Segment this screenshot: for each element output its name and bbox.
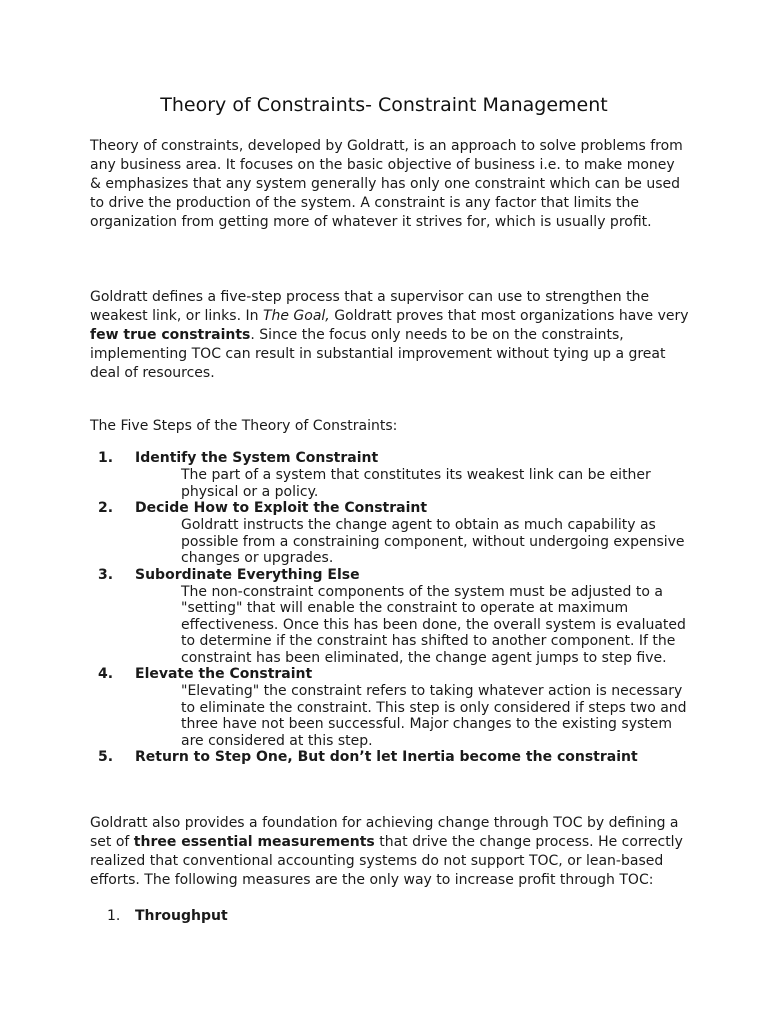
step-number: 4. <box>98 666 114 682</box>
step-header <box>90 749 690 766</box>
measure-label: Throughput <box>135 908 228 924</box>
process-text-part2: Goldratt proves that most organizations have very <box>329 308 689 324</box>
step-title: Subordinate Everything Else <box>135 566 360 583</box>
step-description: The non-constraint components of the system must be adjusted to a "setting" that will enable the constraint to operate at maximum effectiveness. Once this has been done, the overall system is evaluated to determine if the constraint has shifted to another component. If the constraint has been eliminated, the change agent jumps to step five. <box>181 583 686 666</box>
step-title: Decide How to Exploit the Constraint <box>135 500 428 516</box>
book-title-italic: The Goal, <box>262 308 330 324</box>
step-number: 3. <box>98 566 114 583</box>
process-paragraph <box>90 288 690 383</box>
step-title: Elevate the Constraint <box>135 666 313 682</box>
measurement-text-part1: Goldratt also provides a foundation for achieving change through TOC by defining a set of <box>90 815 679 850</box>
measure-number: 1. <box>107 908 121 924</box>
step-number: 1. <box>98 450 114 466</box>
step-header <box>90 666 690 683</box>
measure-item <box>90 907 690 926</box>
measurement-text-part2: that drive the change process. He correctly realized that conventional accounting systems do not support TOC, or lean-based efforts. The following measures are the only way to increase profit through TOC: <box>90 834 683 888</box>
step-description: "Elevating" the constraint refers to taking whatever action is necessary to eliminate the constraint. This step is only considered if steps two and three have not been successful. Major changes to the existing system are considered at this step. <box>181 683 687 749</box>
process-text-part1: Goldratt defines a five-step process that a supervisor can use to strengthen the weakest link, or links. In <box>90 289 650 324</box>
step-title: Identify the System Constraint <box>135 450 379 466</box>
document-title: Theory of Constraints- Constraint Management <box>160 94 608 116</box>
steps-heading: The Five Steps of the Theory of Constraints: <box>90 418 398 434</box>
step-item <box>90 567 690 667</box>
measurement-paragraph <box>90 814 690 890</box>
step-item <box>90 500 690 567</box>
step-header <box>90 567 690 584</box>
process-text-part3: . Since the focus only needs to be on the constraints, implementing TOC can result in substantial improvement without tying up a great deal of resources. <box>90 327 666 381</box>
step-item <box>90 666 690 749</box>
step-header <box>90 500 690 517</box>
few-true-constraints-bold: few true constraints <box>90 327 251 343</box>
step-description: Goldratt instructs the change agent to obtain as much capability as possible from a constraining component, without undergoing expensive changes or upgrades. <box>181 517 685 566</box>
step-item <box>90 749 690 766</box>
intro-paragraph: Theory of constraints, developed by Goldratt, is an approach to solve problems from any business area. It focuses on the basic objective of business i.e. to make money & emphasizes that any system generally has only one constraint which can be used to drive the production of the system. A constraint is any factor that limits the organization from getting more of whatever it strives for, which is usually profit. <box>90 138 683 230</box>
step-item <box>90 450 690 500</box>
step-number: 5. <box>98 749 114 765</box>
step-title: Return to Step One, But don’t let Inertia become the constraint <box>135 749 638 765</box>
measures-list <box>90 907 690 926</box>
step-description: The part of a system that constitutes its weakest link can be either physical or a policy. <box>181 467 651 500</box>
five-steps-list <box>90 450 690 766</box>
step-header <box>90 450 690 467</box>
three-measurements-bold: three essential measurements <box>133 834 375 850</box>
step-number: 2. <box>98 500 114 516</box>
